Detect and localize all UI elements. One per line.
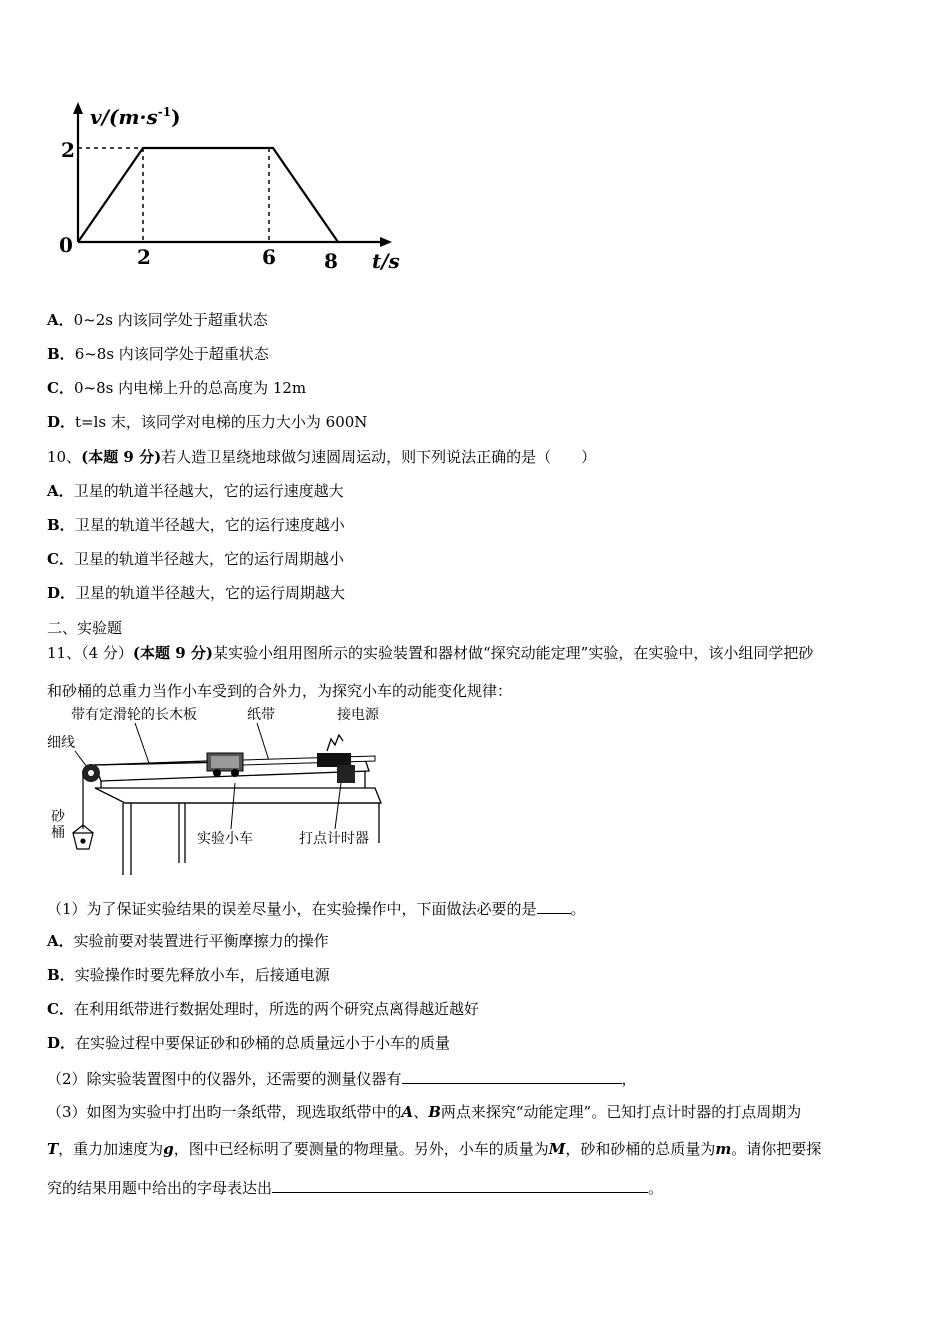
option-text: 0~2s 内该同学处于超重状态 [73, 311, 268, 329]
guide-lines [78, 148, 269, 242]
sub2-text: （2）除实验装置图中的仪器外，还需要的测量仪器有 [47, 1070, 402, 1088]
q9-option-a[interactable] [47, 310, 268, 330]
option-letter: D． [47, 584, 76, 602]
sub3-text-1: （3）如图为实验中打出昀一条纸带，现选取纸带中的 [47, 1103, 402, 1121]
option-text: 实验操作时要先释放小车，后接通电源 [74, 966, 330, 984]
label-power: 接电源 [337, 707, 379, 723]
sub3-text-5: ，砂和砂桶的总质量为 [565, 1140, 716, 1158]
pulley [82, 764, 100, 782]
option-text: 0~8s 内电梯上升的总高度为 12m [73, 379, 307, 397]
option-letter: C． [47, 379, 74, 397]
cart-mass-symbol: M [548, 1140, 566, 1158]
q11-stem-line1 [47, 643, 813, 663]
option-letter: D． [47, 413, 76, 431]
option-text: 实验前要对装置进行平衡摩擦力的操作 [73, 932, 329, 950]
sub3-text-2: 两点来探究“动能定理”。已知打点计时器的打点周期为 [440, 1103, 802, 1121]
label-cart: 实验小车 [197, 831, 253, 847]
q11-sub1-option-a[interactable] [47, 931, 329, 951]
point-a-symbol: A [401, 1103, 414, 1121]
option-letter: C． [47, 550, 74, 568]
sub3-text-3: ，重力加速度为 [58, 1140, 164, 1158]
experiment-apparatus-figure [45, 703, 390, 875]
q10-score: (本题 9 分) [81, 448, 162, 466]
option-text: 卫星的轨道半径越大，它的运行速度越小 [74, 516, 345, 534]
sub3-sep: 、 [413, 1103, 429, 1121]
label-bucket-1: 砂 [51, 809, 65, 825]
velocity-line [78, 148, 338, 242]
q11-sub3-line1 [47, 1102, 801, 1122]
section-title: 二、实验题 [47, 619, 123, 637]
timer [317, 735, 355, 783]
option-letter: B． [47, 345, 75, 363]
q10-text: 若人造卫星绕地球做匀速圆周运动，则下列说法正确的是（ ） [161, 448, 597, 466]
q10-option-d[interactable] [47, 583, 345, 603]
q11-sub3-line3 [47, 1177, 663, 1198]
sub1-end: 。 [570, 900, 586, 918]
q11-sub2-stem [47, 1068, 637, 1089]
option-text: 卫星的轨道半径越大，它的运行速度越大 [73, 482, 344, 500]
option-text: 在利用纸带进行数据处理时，所选的两个研究点离得越近越好 [73, 1000, 479, 1018]
origin-label: 0 [59, 233, 73, 257]
q10-number: 10、 [47, 448, 82, 466]
sub1-text: （1）为了保证实验结果的误差尽量小，在实验操作中，下面做法必要的是 [47, 900, 537, 918]
option-text: 卫星的轨道半径越大，它的运行周期越大 [75, 584, 346, 602]
y-axis-arrow [73, 102, 83, 114]
q11-number: 11、 [47, 644, 82, 662]
answer-blank-1[interactable] [537, 898, 571, 914]
option-text: t=ls 末，该同学对电梯的压力大小为 600N [75, 413, 368, 431]
y-axis-label: $v/(m\cdot s^{-1})$ [90, 105, 181, 129]
option-text: 在实验过程中要保证砂和砂桶的总质量远小于小车的质量 [75, 1034, 451, 1052]
label-long-board: 带有定滑轮的长木板 [71, 707, 197, 723]
option-text: 卫星的轨道半径越大，它的运行周期越小 [73, 550, 344, 568]
option-letter: A． [47, 932, 74, 950]
q11-sub1-option-d[interactable] [47, 1033, 450, 1053]
period-symbol: T [47, 1140, 59, 1158]
point-b-symbol: B [428, 1103, 441, 1121]
q10-option-c[interactable] [47, 549, 344, 569]
q11-stem-line2: 和砂桶的总重力当作小车受到的合外力，为探究小车的动能变化规律： [47, 682, 513, 700]
label-string: 细线 [47, 735, 75, 751]
option-letter: B． [47, 966, 75, 984]
q10-option-b[interactable] [47, 515, 345, 535]
label-paper-tape: 纸带 [247, 707, 275, 723]
sub3-text-7: 究的结果用题中给出的字母表达出 [47, 1179, 273, 1197]
q10-option-a[interactable] [47, 481, 344, 501]
q9-option-b[interactable] [47, 344, 269, 364]
sub3-text-4: ，图中已经标明了要测量的物理量。另外，小车的质量为 [173, 1140, 549, 1158]
option-letter: D． [47, 1034, 76, 1052]
x-axis-label: t/s [372, 249, 400, 273]
sub2-end: ， [621, 1070, 637, 1088]
option-letter: B． [47, 516, 75, 534]
label-timer: 打点计时器 [299, 831, 369, 847]
y-tick-label: 2 [61, 138, 75, 162]
q9-option-c[interactable] [47, 378, 306, 398]
option-letter: A． [47, 311, 74, 329]
option-letter: A． [47, 482, 74, 500]
x-tick-label-8: 8 [324, 249, 338, 273]
option-text: 6~8s 内该同学处于超重状态 [74, 345, 269, 363]
answer-blank-2[interactable] [402, 1068, 622, 1084]
sub3-end: 。 [648, 1179, 664, 1197]
gravity-symbol: g [163, 1140, 174, 1158]
label-bucket-2: 桶 [51, 825, 65, 841]
x-tick-label-6: 6 [262, 245, 276, 269]
q11-score: (本题 9 分) [132, 644, 213, 662]
q11-sub1-option-b[interactable] [47, 965, 330, 985]
sub3-text-6: 。请你把要探 [731, 1140, 822, 1158]
q9-option-d[interactable] [47, 412, 367, 432]
x-axis-arrow [380, 237, 392, 247]
q11-sub1-option-c[interactable] [47, 999, 479, 1019]
sand-mass-symbol: m [715, 1140, 732, 1158]
answer-blank-3[interactable] [272, 1177, 648, 1193]
q10-stem [47, 447, 596, 467]
q11-sub1-stem [47, 898, 586, 919]
y-axis-label-sup: -1 [157, 105, 172, 119]
q11-sub3-line2 [47, 1139, 821, 1159]
q11-points: （4 分） [81, 644, 133, 662]
q11-text-1: 某实验小组用图所示的实验装置和器材做“探究动能定理”实验，在实验中，该小组同学把砂 [212, 644, 814, 662]
velocity-time-graph [40, 92, 410, 282]
option-letter: C． [47, 1000, 74, 1018]
x-tick-label-2: 2 [137, 245, 151, 269]
